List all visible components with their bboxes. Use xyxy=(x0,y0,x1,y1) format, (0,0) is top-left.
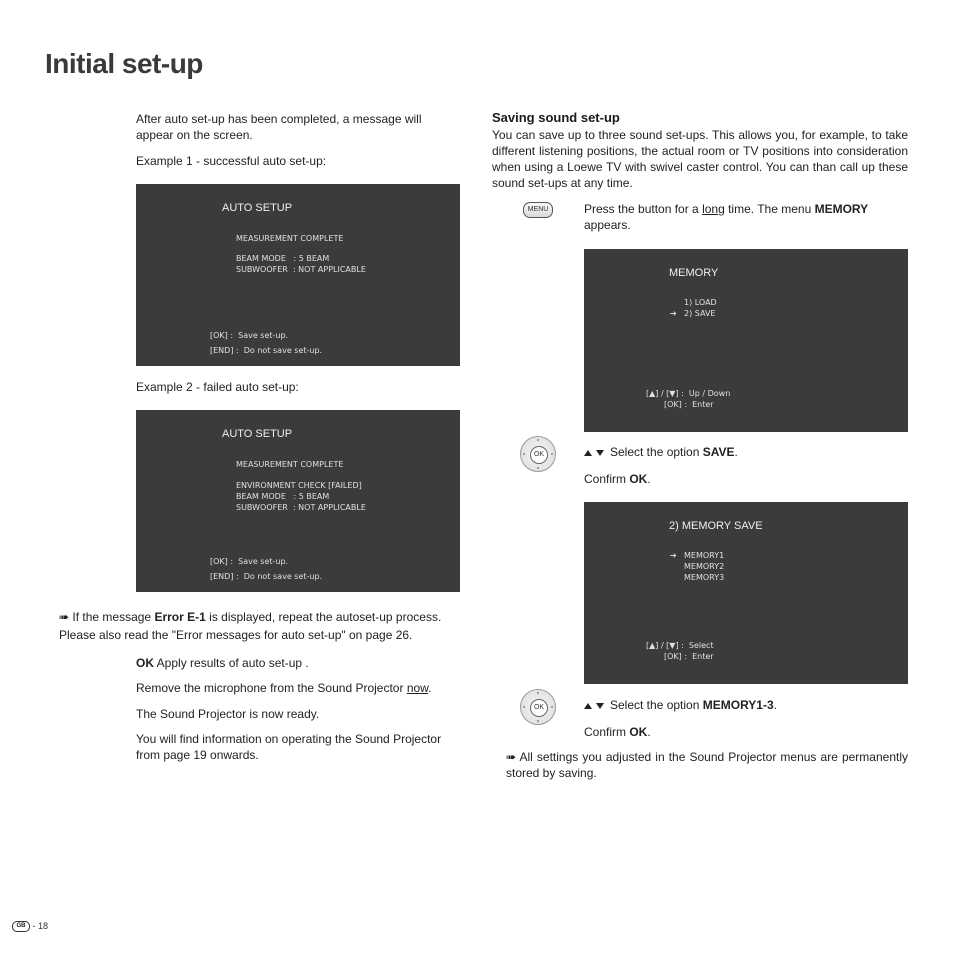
screen-line: BEAM MODE : 5 BEAM xyxy=(236,492,330,501)
menu-item: 1) LOAD xyxy=(684,298,717,307)
pointer-arrow-icon: ➔ xyxy=(670,309,677,318)
example2-label: Example 2 - failed auto set-up: xyxy=(136,380,299,394)
menu-item: MEMORY1 xyxy=(684,551,725,560)
screen-line: SUBWOOFER : NOT APPLICABLE xyxy=(236,265,366,274)
screen-line: MEASUREMENT COMPLETE xyxy=(236,460,344,469)
note-arrow-icon: ➠ xyxy=(59,610,70,624)
screen-hint: [END] : Do not save set-up. xyxy=(210,572,323,581)
screen-hint: [▲] / [▼] : Up / Down xyxy=(646,389,731,398)
country-badge: GB xyxy=(12,921,30,932)
screen-line: BEAM MODE : 5 BEAM xyxy=(236,254,330,263)
screen-line: MEASUREMENT COMPLETE xyxy=(236,234,344,243)
example1-label: Example 1 - successful auto set-up: xyxy=(136,154,327,168)
screen-hint: [OK] : Enter xyxy=(664,400,714,409)
intro-text: After auto set-up has been completed, a message will appear on the screen. xyxy=(136,112,422,142)
auto-setup-screen-success xyxy=(136,184,460,366)
select-memory-text: Select the option MEMORY1-3. xyxy=(584,697,777,713)
down-arrow-icon xyxy=(596,450,604,456)
screen-hint: [OK] : Enter xyxy=(664,652,714,661)
section-body: You can save up to three sound set-ups. This allows you, for example, to take different listening positions, the actual room or TV positions into consideration when using a Loewe TV with swivel caster control. You can than call up these sound set-ups at any time. xyxy=(492,128,908,190)
screen-title: MEMORY xyxy=(669,267,719,279)
screen-title: AUTO SETUP xyxy=(222,202,293,214)
down-arrow-icon xyxy=(596,703,604,709)
menu-item: MEMORY2 xyxy=(684,562,725,571)
menu-button-icon: MENU xyxy=(523,202,553,218)
confirm-text: Confirm OK. xyxy=(584,472,651,486)
screen-hint: [▲] / [▼] : Select xyxy=(646,641,714,650)
note-arrow-icon: ➠ xyxy=(506,750,517,764)
page-number: - 18 xyxy=(32,921,49,931)
ok-apply-text: OK Apply results of auto set-up . xyxy=(136,656,309,670)
page-footer xyxy=(12,921,48,932)
pointer-arrow-icon: ➔ xyxy=(670,551,677,560)
section-heading: Saving sound set-up xyxy=(492,110,620,125)
screen-hint: [END] : Do not save set-up. xyxy=(210,346,323,355)
auto-setup-screen-failed xyxy=(136,410,460,592)
screen-hint: [OK] : Save set-up. xyxy=(210,557,289,566)
memory-screen xyxy=(584,249,908,432)
error-note: ➠ If the message Error E-1 is displayed, repeat the autoset-up process. Please also read the "Error messages for auto set-up" on page 26. xyxy=(59,610,442,642)
ok-button-icon: OK xyxy=(520,436,556,472)
screen-title: 2) MEMORY SAVE xyxy=(669,520,763,532)
ready-text: The Sound Projector is now ready. xyxy=(136,707,320,721)
memory-save-screen xyxy=(584,502,908,684)
info-text: You will find information on operating the Sound Projector from page 19 onwards. xyxy=(136,732,442,762)
screen-title: AUTO SETUP xyxy=(222,428,293,440)
confirm-text: Confirm OK. xyxy=(584,725,651,739)
final-note: ➠ All settings you adjusted in the Sound Projector menus are permanently stored by saving. xyxy=(506,750,908,780)
screen-line: SUBWOOFER : NOT APPLICABLE xyxy=(236,503,366,512)
menu-item: MEMORY3 xyxy=(684,573,725,582)
select-save-text: Select the option SAVE. xyxy=(584,444,738,460)
screen-hint: [OK] : Save set-up. xyxy=(210,331,289,340)
up-arrow-icon xyxy=(584,450,592,456)
remove-mic-text: Remove the microphone from the Sound Projector now. xyxy=(136,681,432,695)
menu-item: 2) SAVE xyxy=(684,309,716,318)
up-arrow-icon xyxy=(584,703,592,709)
ok-button-icon: OK xyxy=(520,689,556,725)
press-menu-text: Press the button for a long time. The menu MEMORY appears. xyxy=(584,202,869,232)
page-title: Initial set-up xyxy=(45,48,203,79)
screen-line: ENVIRONMENT CHECK [FAILED] xyxy=(236,481,362,490)
